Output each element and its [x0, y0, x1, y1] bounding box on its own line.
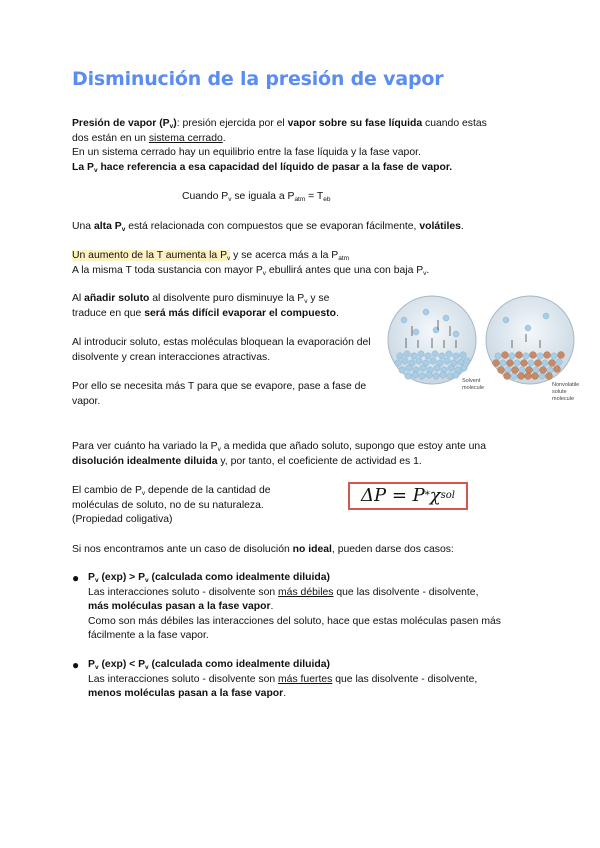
soluto-temperatura-paragraph: Por ello se necesita más T para que se evapore, pase a fase de vapor.: [72, 381, 367, 407]
soluto-paragraph: Al añadir soluto al disolvente puro disminuye la $P_v$ y se traduce en que será más difícil evaporar el compuesto.: [72, 293, 339, 319]
case2-list-item: ● $P_v$ $(\exp) < P_v$ (calculada como idealmente diluida) Las interacciones soluto - disolvente son más fuertes que las disolvente - disolvente, menos moléculas pasan a la fase vapor.: [72, 658, 478, 699]
definition-paragraph: Presión de vapor $(P_v)$: presión ejercida por el vapor sobre su fase líquida cuando estas dos están en un sistema cerrado. En un sistema cerrado hay un equilibrio entre la fase líquida y la fase vapor. La $P_v$ hace referencia a esa capacidad del líquido de pasar a la fase de vapor.: [72, 118, 487, 174]
sistema-cerrado-term: sistema cerrado: [148, 132, 223, 144]
bullet-icon: ●: [72, 571, 80, 585]
solvent-caption: Solvent molecule: [462, 378, 485, 391]
no-ideal-line: Si nos encontramos ante un caso de disolución no ideal, pueden darse dos casos:: [72, 544, 454, 555]
solute-caption: Nonvolatile solute molecule: [552, 382, 580, 402]
aumento-paragraph: Un aumento de la T aumenta la $P_v$ y se acerca más a la $P_{atm}$ A la misma T toda sustancia con mayor $P_v$ ebullirá antes que una con baja $P_v$.: [72, 250, 430, 277]
alta-pv-line: Una alta $P_v$ está relacionada con compuestos que se evaporan fácilmente, volátiles.: [72, 221, 464, 233]
case1-list-item: ● $P_v$ $(\exp) > P_v$ (calculada como idealmente diluida) Las interacciones soluto - disolvente son más débiles que las disolvente - disolvente, más moléculas pasan a la fase vapor. Como son más débiles las interacciones del soluto, hace que estas moléculas pasen más fácilmente a la fase vapor.: [72, 571, 501, 641]
vapor-pressure-figure: [386, 290, 586, 406]
ideal-paragraph: Para ver cuánto ha variado la $P_v$ a medida que añado soluto, supongo que estoy ante una disolución idealmente diluida y, por tanto, el coeficiente de actividad es 1.: [72, 441, 486, 467]
cuando-line: Cuando $P_v$ se iguala a $P_{atm} = T_{eb}$: [182, 191, 331, 203]
highlighted-text: Un aumento de la T aumenta la $P_v$: [72, 250, 231, 262]
formula-box: ΔP = P * χ sol: [348, 482, 468, 510]
bullet-icon: ●: [72, 658, 80, 672]
soluto-bloqueo-paragraph: Al introducir soluto, estas moléculas bloquean la evaporación del disolvente y crean interacciones atractivas.: [72, 337, 371, 363]
coligativa-paragraph: El cambio de $P_v$ depende de la cantidad de moléculas de soluto, no de su naturaleza. (Propiedad coligativa): [72, 485, 271, 525]
page-title: Disminución de la presión de vapor: [72, 68, 444, 90]
